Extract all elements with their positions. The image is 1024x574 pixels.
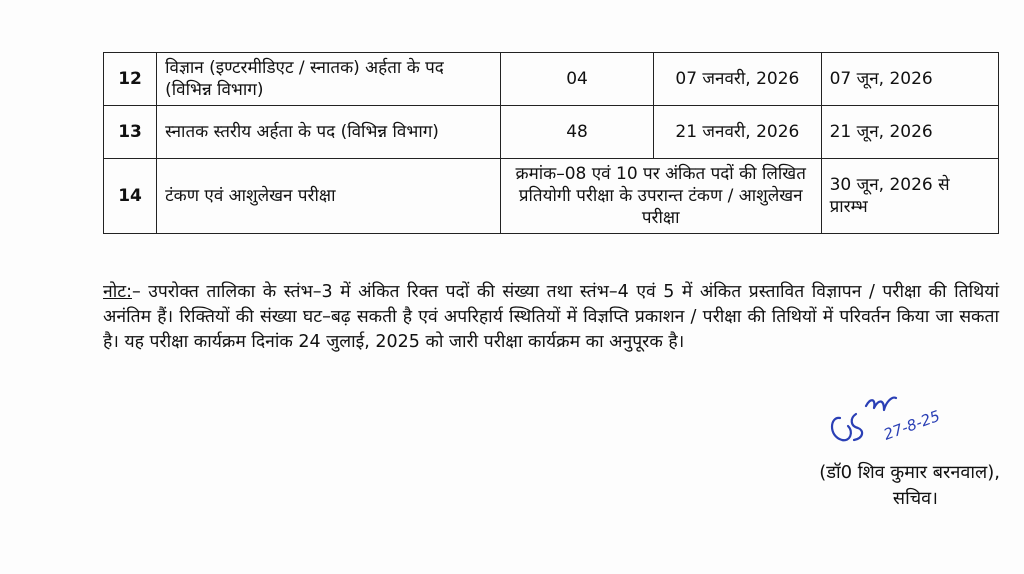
exam-date-cell: 30 जून, 2026 से प्रारम्भ [821,159,998,234]
advertisement-date-cell: 07 जनवरी, 2026 [654,53,821,106]
table-row [104,159,999,234]
post-name-cell: टंकण एवं आशुलेखन परीक्षा [157,159,501,234]
serial-number-cell: 14 [104,159,157,234]
table-row [104,106,999,159]
note-label: नोट: [103,282,132,302]
exam-date-cell: 07 जून, 2026 [821,53,998,106]
exam-schedule-table [103,52,999,234]
signatory-designation: सचिव। [892,488,938,509]
handwritten-signature [820,388,970,448]
vacancy-count-cell: 48 [500,106,653,159]
signatory-block [700,460,1000,512]
table-row [104,53,999,106]
post-name-cell: स्नातक स्तरीय अर्हता के पद (विभिन्न विभाग) [157,106,501,159]
serial-number-cell: 12 [104,53,157,106]
signature-drawing [820,388,970,448]
note-text: – उपरोक्त तालिका के स्तंभ–3 में अंकित रिक्त पदों की संख्या तथा स्तंभ–4 एवं 5 में अंकित प्रस्तावित विज्ञापन / परीक्षा की तिथियां अनंतिम हैं। रिक्तियों की संख्या घट–बढ़ सकती है एवं अपरिहार्य स्थितियों में विज्ञप्ति प्रकाशन / परीक्षा की तिथियों में परिवर्तन किया जा सकता है। यह परीक्षा कार्यक्रम दिनांक 24 जुलाई, 2025 को जारी परीक्षा कार्यक्रम का अनुपूरक है। [103,282,999,352]
signature-stroke [852,414,862,440]
serial-number-cell: 13 [104,106,157,159]
post-name-cell: विज्ञान (इण्टरमीडिएट / स्नातक) अर्हता के पद (विभिन्न विभाग) [157,53,501,106]
exam-date-cell: 21 जून, 2026 [821,106,998,159]
signature-stroke [866,398,896,410]
signature-date: 27-8-25 [881,406,943,444]
vacancy-count-cell: 04 [500,53,653,106]
signatory-name: (डॉ0 शिव कुमार बरनवाल), [819,462,1000,483]
advertisement-date-cell: 21 जनवरी, 2026 [654,106,821,159]
note-paragraph [103,280,999,355]
merged-note-cell: क्रमांक–08 एवं 10 पर अंकित पदों की लिखित प्रतियोगी परीक्षा के उपरान्त टंकण / आशुलेखन परीक्षा [500,159,821,234]
signature-stroke [832,418,851,440]
